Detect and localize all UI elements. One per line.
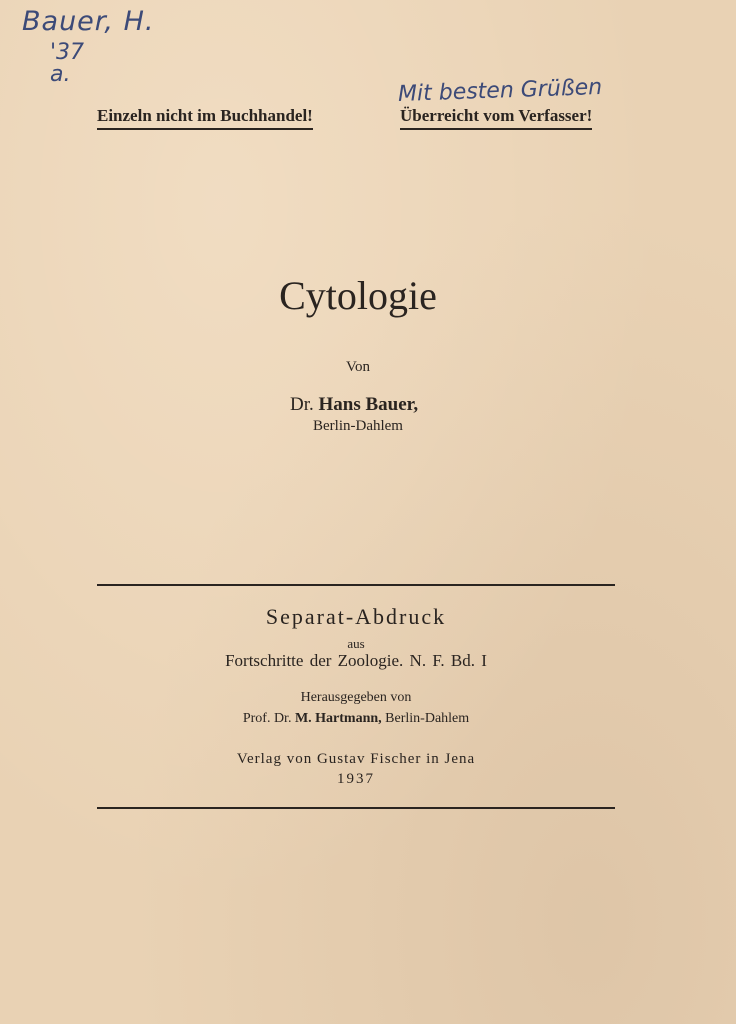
handwritten-year-note: '37 bbox=[50, 40, 85, 65]
author-name: Hans Bauer, bbox=[318, 394, 419, 415]
author-prefix: Dr. bbox=[290, 394, 314, 415]
editor-line bbox=[96, 711, 616, 727]
publisher-line: Verlag von Gustav Fischer in Jena bbox=[236, 751, 476, 767]
handwritten-author-note: Bauer, H. bbox=[22, 6, 155, 37]
editor-name: M. Hartmann, bbox=[294, 711, 382, 726]
notice-presented-by-author: Überreicht vom Verfasser! bbox=[400, 106, 592, 130]
aus-label: aus bbox=[347, 636, 365, 651]
editor-city: Berlin-Dahlem bbox=[385, 711, 470, 726]
edited-by-label: Herausgegeben von bbox=[300, 690, 412, 705]
author-line bbox=[290, 394, 418, 416]
notice-not-for-sale: Einzeln nicht im Buchhandel! bbox=[97, 106, 313, 130]
handwritten-greeting: Mit besten Grüßen bbox=[397, 74, 603, 108]
publication-year: 1937 bbox=[337, 771, 375, 787]
divider-bottom bbox=[97, 807, 615, 809]
journal-line: Fortschritte der Zoologie. N. F. Bd. I bbox=[225, 651, 487, 670]
separat-abdruck: Separat-Abdruck bbox=[265, 604, 447, 629]
author-city: Berlin-Dahlem bbox=[313, 418, 403, 434]
editor-prefix: Prof. Dr. bbox=[242, 711, 292, 726]
document-title: Cytologie bbox=[279, 273, 437, 318]
handwritten-sub-note: a. bbox=[50, 62, 71, 87]
divider-top bbox=[97, 584, 615, 586]
byline-von: Von bbox=[346, 359, 370, 375]
